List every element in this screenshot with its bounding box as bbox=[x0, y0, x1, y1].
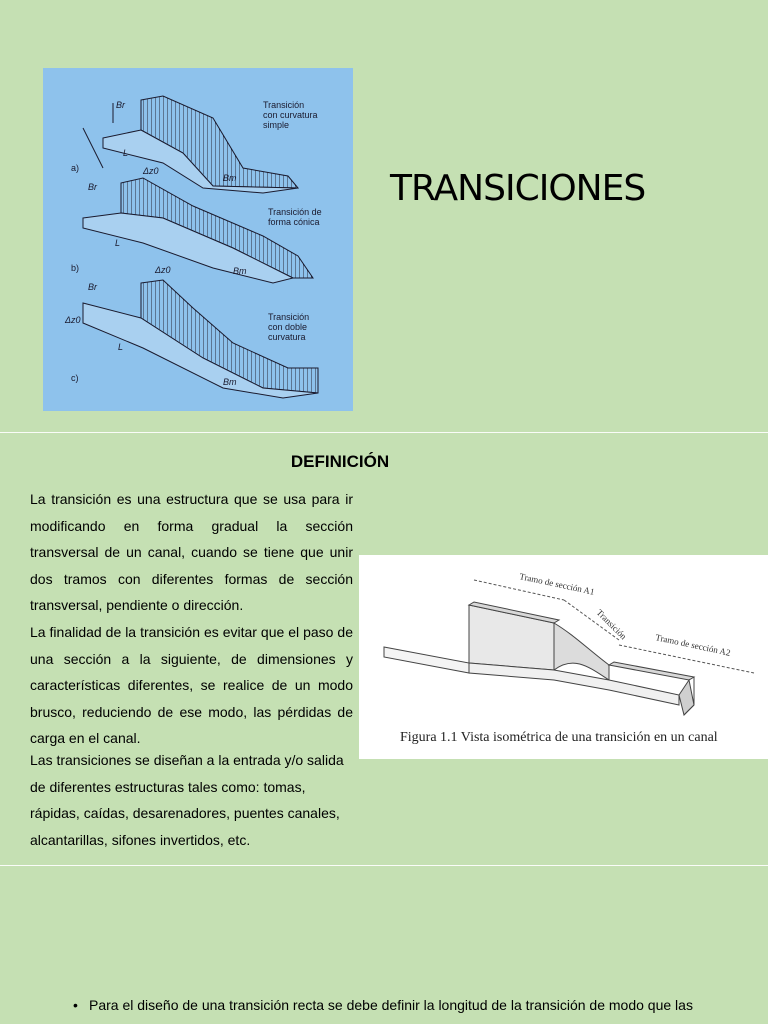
definition-heading: DEFINICIÓN bbox=[290, 452, 390, 471]
dz-symbol-c: Δz0 bbox=[65, 315, 81, 325]
slide-divider-2 bbox=[0, 865, 768, 866]
label-section-a1: Tramo de sección A1 bbox=[518, 571, 596, 597]
br-symbol-c: Br bbox=[88, 282, 97, 292]
br-symbol-a: Br bbox=[116, 100, 125, 110]
bullet-dot: • bbox=[73, 997, 78, 1013]
l-symbol-c: L bbox=[118, 342, 124, 352]
paragraph-1: La transición es una estructura que se usa para ir modificando en forma gradual la sección transversal de un canal, cuando se tiene que unir dos tramos con diferentes formas de sección transversal, pendiente o dirección. bbox=[30, 491, 353, 613]
slide-title: TRANSICIONES bbox=[390, 168, 646, 209]
dz-symbol-b: Δz0 bbox=[155, 265, 171, 275]
panel-letter-a: a) bbox=[71, 163, 80, 173]
bullet-item bbox=[73, 997, 763, 1013]
label-transition: Transición bbox=[594, 607, 629, 642]
l-symbol-b: L bbox=[115, 238, 121, 248]
transition-types-figure bbox=[43, 68, 353, 411]
panel-a bbox=[71, 96, 320, 193]
panel-letter-c: c) bbox=[71, 373, 79, 383]
paragraph-2: La finalidad de la transición es evitar que el paso de una sección a la siguiente, de dimensiones y características diferentes, se realice de un modo brusco, reduciendo de ese modo, las pérdidas de carga en el canal. bbox=[30, 624, 353, 746]
panel-c bbox=[64, 280, 318, 398]
l-symbol-a: L bbox=[123, 148, 129, 158]
br-symbol-b: Br bbox=[88, 182, 97, 192]
paragraph-3: Las transiciones se diseñan a la entrada y/o salida de diferentes estructuras tales como: tomas, rápidas, caídas, desarenadores, puentes canales, alcantarillas, sifones invertidos, etc. bbox=[30, 752, 344, 848]
dz-symbol-a: Δz0 bbox=[143, 166, 159, 176]
bt-symbol-a: Bт bbox=[223, 173, 237, 183]
bt-symbol-b: Bт bbox=[233, 266, 247, 276]
isometric-transition-figure bbox=[359, 555, 768, 759]
isometric-caption: Figura 1.1 Vista isométrica de una transición en un canal bbox=[400, 730, 718, 745]
caption-c: Transición con doble curvatura bbox=[268, 312, 310, 342]
slide-divider-1 bbox=[0, 432, 768, 433]
panel-b bbox=[71, 178, 324, 283]
isometric-drawing bbox=[359, 555, 768, 759]
panel-letter-b: b) bbox=[71, 263, 80, 273]
caption-a: Transición con curvatura simple bbox=[263, 100, 318, 130]
label-section-a2: Tramo de sección A2 bbox=[654, 632, 732, 658]
caption-b: Transición de forma cónica bbox=[268, 207, 322, 227]
transition-types-drawing bbox=[43, 68, 353, 411]
bullet-text: Para el diseño de una transición recta se debe definir la longitud de la transición de modo que las bbox=[89, 997, 693, 1013]
bt-symbol-c: Bт bbox=[223, 377, 237, 387]
